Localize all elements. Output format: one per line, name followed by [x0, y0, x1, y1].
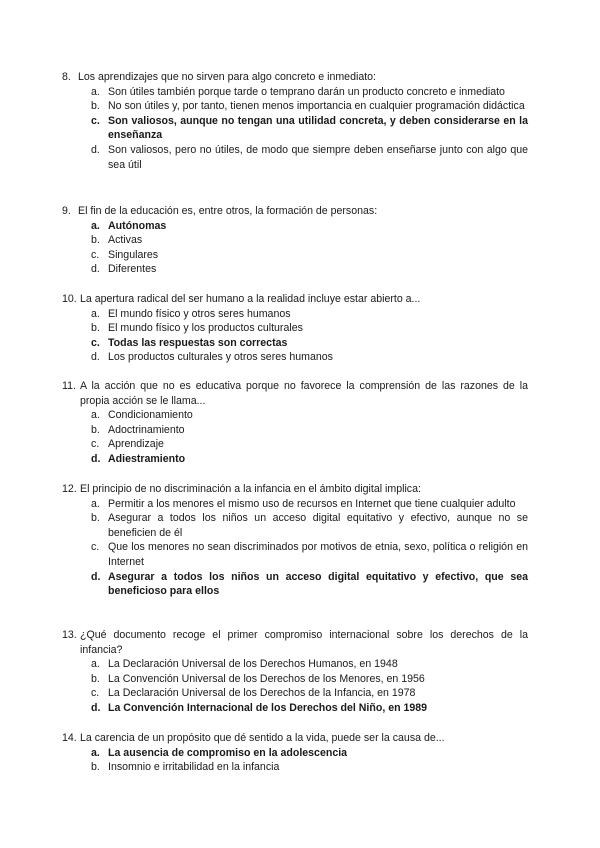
- option-text: Adiestramiento: [108, 452, 186, 465]
- option-a: [91, 307, 528, 322]
- option-letter: a.: [91, 409, 100, 422]
- option-b: [91, 511, 528, 540]
- option-letter: b.: [91, 234, 100, 247]
- question-text: El fin de la educación es, entre otros, la formación de personas:: [78, 205, 378, 217]
- question-text: Los aprendizajes que no sirven para algo concreto e inmediato:: [78, 71, 376, 83]
- option-text: Son valiosos, aunque no tengan una utilidad concreta, y deben considerarse en la enseñanza: [108, 114, 528, 142]
- question-stem: [62, 379, 528, 408]
- question-text: El principio de no discriminación a la infancia en el ámbito digital implica:: [80, 483, 421, 495]
- option-text: Permitir a los menores el mismo uso de recursos en Internet que tiene cualquier adulto: [108, 497, 516, 510]
- question-stem: [62, 70, 528, 85]
- question-stem: [62, 628, 528, 657]
- option-letter: c.: [91, 336, 100, 349]
- option-text: La Declaración Universal de los Derechos Humanos, en 1948: [108, 658, 398, 671]
- option-letter: d.: [91, 452, 101, 465]
- option-text: La ausencia de compromiso en la adolescencia: [108, 746, 348, 759]
- option-letter: a.: [91, 85, 100, 98]
- question-stem: [62, 292, 528, 307]
- question-text: A la acción que no es educativa porque no favorece la comprensión de las razones de la propia acción se le llama...: [80, 380, 528, 407]
- option-d: [91, 350, 528, 365]
- option-d: [91, 262, 528, 277]
- option-c: [91, 540, 528, 569]
- option-text: Asegurar a todos los niños un acceso digital equitativo y efectivo, aunque no se beneficien de él: [108, 512, 528, 539]
- option-letter: c.: [91, 438, 100, 451]
- option-text: La Convención Internacional de los Derechos del Niño, en 1989: [108, 701, 428, 714]
- option-a: [91, 497, 528, 512]
- question-stem: [62, 204, 528, 219]
- question-stem: [62, 482, 528, 497]
- option-d-correct: [91, 452, 528, 467]
- option-letter: a.: [91, 497, 100, 510]
- question-number: 13.: [62, 629, 77, 641]
- option-c-correct: [91, 114, 528, 143]
- option-text: Activas: [108, 234, 143, 247]
- option-letter: d.: [91, 701, 101, 714]
- question-number: 14.: [62, 732, 77, 744]
- option-b: [91, 423, 528, 438]
- option-text: El mundo físico y los productos culturales: [108, 322, 303, 335]
- option-text: La Declaración Universal de los Derechos de la Infancia, en 1978: [108, 687, 416, 700]
- question-9: [62, 204, 528, 277]
- option-letter: d.: [91, 570, 101, 583]
- question-11: [62, 379, 528, 467]
- option-letter: c.: [91, 687, 100, 700]
- option-letter: b.: [91, 512, 100, 525]
- option-text: Insomnio e irritabilidad en la infancia: [108, 761, 280, 774]
- option-letter: b.: [91, 423, 100, 436]
- question-number: 10.: [62, 293, 77, 305]
- option-text: El mundo físico y otros seres humanos: [108, 307, 291, 320]
- option-b: [91, 233, 528, 248]
- option-d-correct: [91, 701, 528, 716]
- question-text: La carencia de un propósito que dé sentido a la vida, puede ser la causa de...: [80, 732, 445, 744]
- option-text: La Convención Universal de los Derechos de los Menores, en 1956: [108, 672, 425, 685]
- option-text: Diferentes: [108, 263, 157, 276]
- option-letter: c.: [91, 248, 100, 261]
- option-b: [91, 99, 528, 114]
- option-c-correct: [91, 336, 528, 351]
- option-letter: a.: [91, 658, 100, 671]
- option-letter: d.: [91, 143, 100, 156]
- option-a: [91, 85, 528, 100]
- option-letter: a.: [91, 746, 100, 759]
- option-c: [91, 437, 528, 452]
- option-letter: b.: [91, 100, 100, 113]
- question-number: 11.: [62, 380, 76, 392]
- option-text: Asegurar a todos los niños un acceso digital equitativo y efectivo, que sea beneficioso para ellos: [108, 570, 528, 598]
- option-text: Singulares: [108, 248, 159, 261]
- question-number: 12.: [62, 483, 77, 495]
- option-a: [91, 657, 528, 672]
- option-text: Todas las respuestas son correctas: [108, 336, 288, 349]
- question-number: 9.: [62, 205, 71, 217]
- question-text: La apertura radical del ser humano a la realidad incluye estar abierto a...: [80, 293, 421, 305]
- option-letter: b.: [91, 761, 100, 774]
- option-b: [91, 672, 528, 687]
- option-d: [91, 143, 528, 172]
- option-text: Son útiles también porque tarde o temprano darán un producto concreto e inmediato: [108, 85, 505, 98]
- option-text: Los productos culturales y otros seres humanos: [108, 351, 333, 364]
- question-text: ¿Qué documento recoge el primer compromiso internacional sobre los derechos de la infancia?: [80, 629, 528, 656]
- option-d-correct: [91, 570, 528, 599]
- question-14: [62, 731, 528, 775]
- option-a-correct: [91, 219, 528, 234]
- option-text: Autónomas: [108, 219, 167, 232]
- option-letter: a.: [91, 307, 100, 320]
- option-text: Adoctrinamiento: [108, 423, 185, 436]
- question-12: [62, 482, 528, 599]
- question-number: 8.: [62, 71, 71, 83]
- option-text: Que los menores no sean discriminados por motivos de etnia, sexo, política o religión en Internet: [108, 541, 528, 568]
- option-letter: d.: [91, 351, 100, 364]
- option-text: Condicionamiento: [108, 409, 193, 422]
- option-text: Son valiosos, pero no útiles, de modo que siempre deben enseñarse junto con algo que sea útil: [108, 143, 528, 171]
- option-b: [91, 321, 528, 336]
- option-letter: c.: [91, 541, 100, 554]
- option-text: Aprendizaje: [108, 438, 164, 451]
- option-letter: b.: [91, 322, 100, 335]
- question-10: [62, 292, 528, 365]
- option-text: No son útiles y, por tanto, tienen menos importancia en cualquier programación didáctica: [108, 100, 525, 113]
- option-letter: c.: [91, 114, 100, 127]
- option-c: [91, 686, 528, 701]
- option-letter: d.: [91, 263, 100, 276]
- option-letter: b.: [91, 672, 100, 685]
- option-letter: a.: [91, 219, 100, 232]
- question-13: [62, 628, 528, 716]
- option-a-correct: [91, 746, 528, 761]
- question-stem: [62, 731, 528, 746]
- option-c: [91, 248, 528, 263]
- question-8: [62, 70, 528, 172]
- option-b: [91, 760, 528, 775]
- option-a: [91, 408, 528, 423]
